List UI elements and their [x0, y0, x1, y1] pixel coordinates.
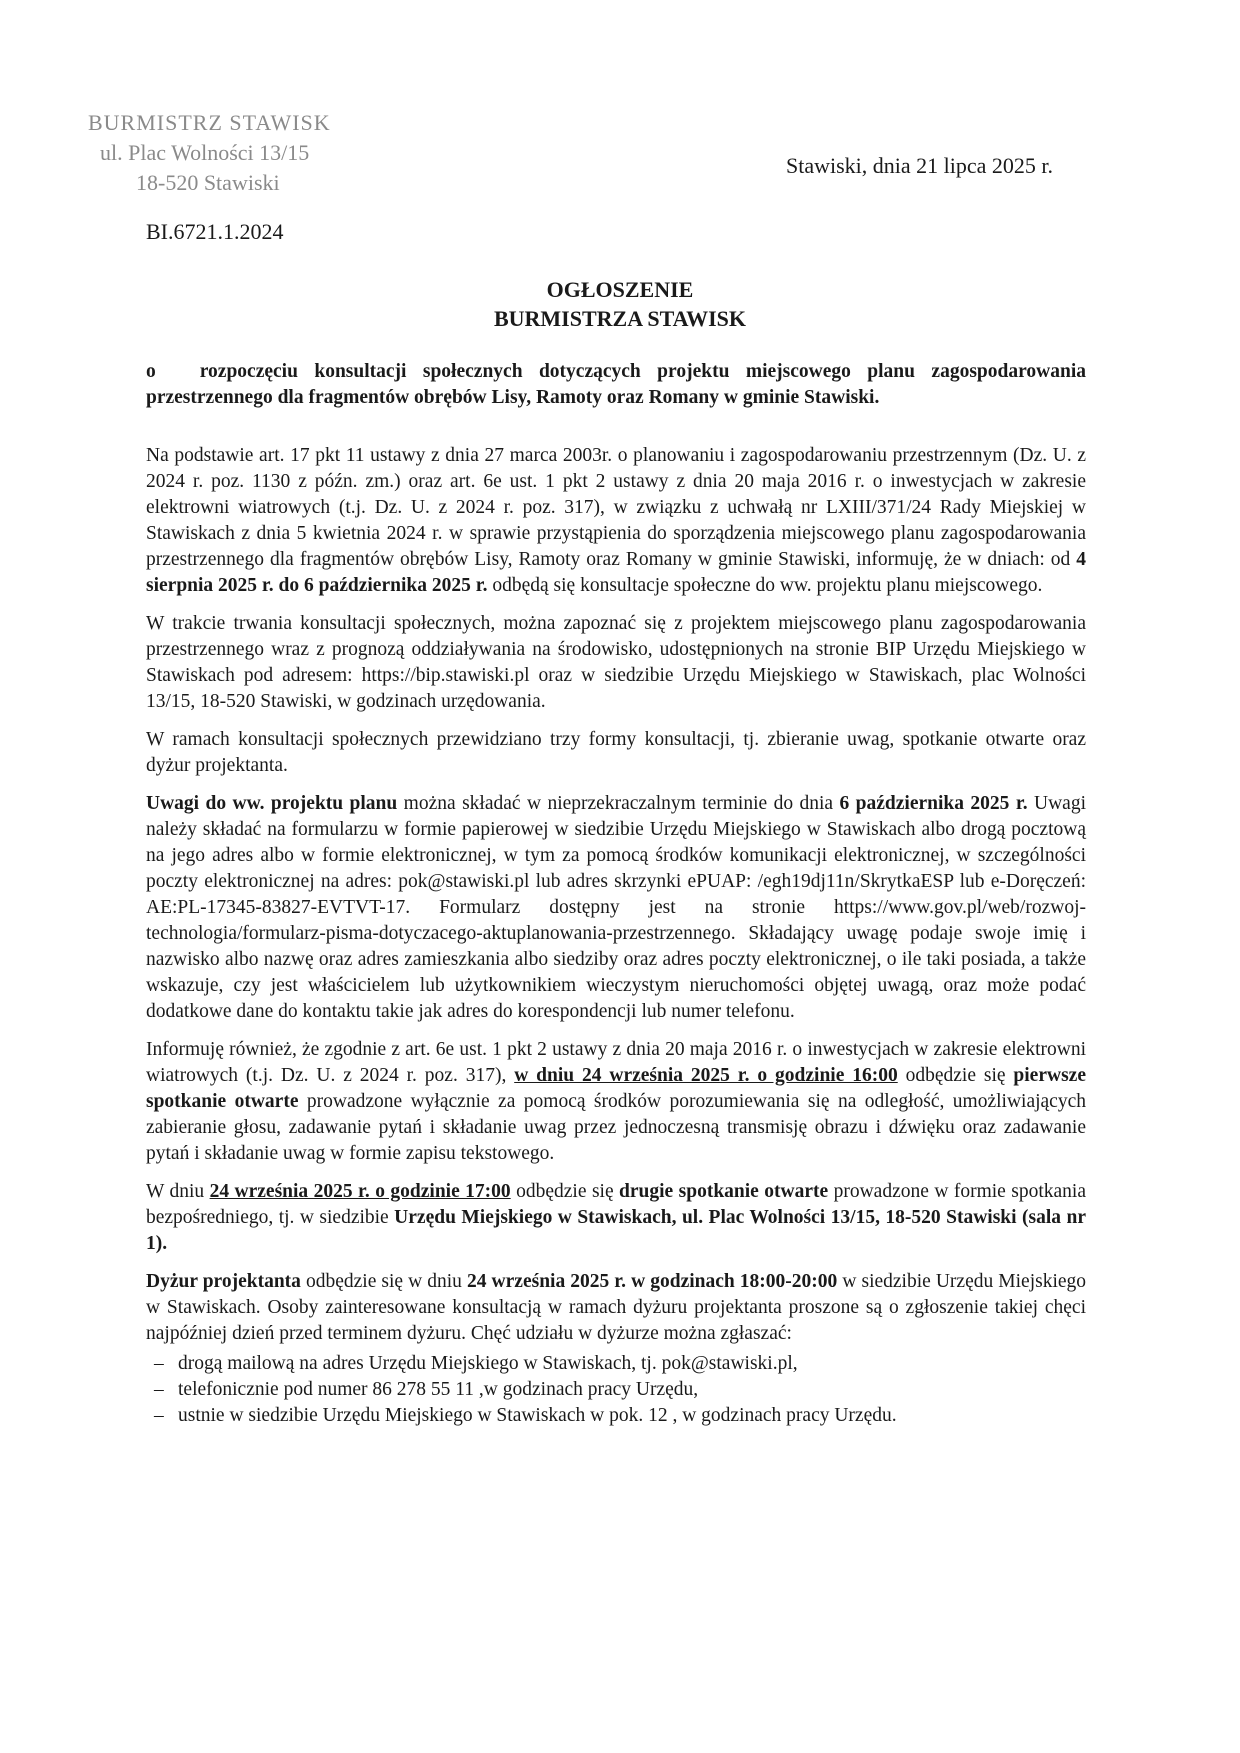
p7-text-c: w siedzibie Urzędu Miejskiego w Stawiskach. Osoby zainteresowane konsultacją w ramach dyżuru projektanta proszone są o zgłoszenie takiej chęci najpóźniej dzień przed terminem dyżuru. Chęć udziału w dyżurze można zgłaszać: [146, 1271, 1087, 1344]
p7-date-time: 24 września 2025 r. w godzinach 18:00-20:00 [467, 1271, 838, 1292]
p6-text-b: odbędzie się [510, 1181, 620, 1202]
title-line-2: BURMISTRZA STAWISK [493, 306, 747, 331]
p5-date-time: w dniu 24 września 2025 r. o godzinie 16:00 [514, 1065, 898, 1086]
list-item: – telefonicznie pod numer 86 278 55 11 ,w godzinach pracy Urzędu, [146, 1377, 1086, 1403]
stamp-line-2: ul. Plac Wolności 13/15 [100, 140, 310, 165]
document-title [0, 275, 1240, 333]
p7-text-a: odbędzie się w dniu [300, 1271, 467, 1292]
document-body [146, 359, 1086, 1429]
remarks-paragraph [146, 791, 1086, 1025]
p1-text-c: odbędą się konsultacje społeczne do ww. projektu planu miejscowego. [487, 575, 1043, 596]
document-date: Stawiski, dnia 21 lipca 2025 r. [786, 153, 1054, 178]
list-item: – ustnie w siedzibie Urzędu Miejskiego w Stawiskach w pok. 12 , w godzinach pracy Urzędu. [146, 1403, 1086, 1429]
p4-text-a: można składać w nieprzekraczalnym terminie do dnia [397, 793, 840, 814]
p4-text-c: Uwagi należy składać na formularzu w formie papierowej w siedzibie Urzędu Miejskiego w Stawiskach albo drogą pocztową na jego adres albo w formie elektronicznej, w tym za pomocą środków komunikacji elektronicznej, w szczególności poczty elektronicznej na adres: pok@stawiski.pl lub adres skrzynki ePUAP: /egh19dj11n/SkrytkaESP lub e-Doręczeń: AE:PL-17345-83827-EVTVT-17. Formularz dostępny jest na stronie https://www.gov.pl/web/rozwoj-technologia/formularz-pisma-dotyczacego-aktuplanowania-przestrzennego. Składający uwagę podaje swoje imię i nazwisko albo nazwę oraz adres zamieszkania albo siedziby oraz adres poczty elektronicznej, o ile taki posiada, a także wskazuje, czy jest właścicielem lub użytkownikiem wieczystym nieruchomości objętej uwagą, oraz może podać dodatkowe dane do kontaktu takie jak adres do korespondencji lub numer telefonu. [146, 793, 1086, 1022]
p6-date-time: 24 września 2025 r. o godzinie 17:00 [209, 1181, 511, 1202]
subject-prefix: o [146, 361, 156, 382]
access-paragraph: W trakcie trwania konsultacji społecznych, można zapoznać się z projektem miejscowego planu zagospodarowania przestrzennego wraz z prognozą oddziaływania na środowisko, udostępnionych na stronie BIP Urzędu Miejskiego w Stawiskach pod adresem: https://bip.stawiski.pl oraz w siedzibie Urzędu Miejskiego w Stawiskach, plac Wolności 13/15, 18-520 Stawiski, w godzinach urzędowania. [146, 613, 1086, 712]
p5-meeting-name: pierwsze spotkanie otwarte [146, 1065, 1086, 1112]
p4-bold-1: Uwagi do ww. projektu planu [146, 793, 398, 814]
p6-text-c: prowadzone w formie spotkania bezpośredniego, tj. w siedzibie [146, 1181, 1086, 1228]
p5-text-c: prowadzone wyłącznie za pomocą środków porozumiewania się na odległość, umożliwiających zabieranie głosu, zadawanie pytań i składanie uwag przez jednoczesną transmisję obrazu i dźwięku oraz zadawanie pytań i składanie uwag w formie zapisu tekstowego. [146, 1091, 1086, 1164]
title-line-1: OGŁOSZENIE [546, 277, 694, 302]
contact-methods-list [146, 1351, 1086, 1429]
designer-duty-paragraph [146, 1269, 1086, 1347]
p5-text-b: odbędzie się [897, 1065, 1014, 1086]
forms-paragraph: W ramach konsultacji społecznych przewidziano trzy formy konsultacji, tj. zbieranie uwag, spotkanie otwarte oraz dyżur projektanta. [146, 729, 1086, 776]
legal-basis-paragraph [146, 443, 1086, 599]
subject-text: rozpoczęciu konsultacji społecznych dotyczących projektu miejscowego planu zagospodarowania przestrzennego dla fragmentów obrębów Lisy, Ramoty oraz Romany w gminie Stawiski. [146, 361, 1086, 408]
p1-text-a: Na podstawie art. 17 pkt 11 ustawy z dnia 27 marca 2003r. o planowaniu i zagospodarowaniu przestrzennym (Dz. U. z 2024 r. poz. 1130 z późn. zm.) oraz art. 6e ust. 1 pkt 2 ustawy z dnia 20 maja 2016 r. o inwestycjach w zakresie elektrowni wiatrowych (t.j. Dz. U. z 2024 r. poz. 317), w związku z uchwałą nr LXIII/371/24 Rady Miejskiej w Stawiskach z dnia 5 kwietnia 2024 r. w sprawie przystąpienia do sporządzenia miejscowego planu zagospodarowania przestrzennego dla fragmentów obrębów Lisy, Ramoty oraz Romany w gminie Stawiski, informuję, że w dniach: od [146, 445, 1086, 570]
p6-location: Urzędu Miejskiego w Stawiskach, ul. Plac Wolności 13/15, 18-520 Stawiski (sala nr 1). [146, 1207, 1086, 1254]
subject-paragraph [146, 359, 1086, 411]
case-signature: BI.6721.1.2024 [146, 219, 284, 244]
first-meeting-paragraph [146, 1037, 1086, 1167]
p1-dates: 4 sierpnia 2025 r. do 6 października 2025 r. [146, 549, 1086, 596]
stamp-line-1: BURMISTRZ STAWISK [88, 110, 331, 135]
p6-meeting-name: drugie spotkanie otwarte [619, 1181, 829, 1202]
second-meeting-paragraph [146, 1179, 1086, 1257]
office-stamp [88, 108, 388, 198]
p4-deadline: 6 października 2025 r. [839, 793, 1028, 814]
p6-text-a: W dniu [146, 1181, 210, 1202]
stamp-line-3: 18-520 Stawiski [136, 170, 280, 195]
p7-bold-1: Dyżur projektanta [146, 1271, 301, 1292]
p5-text-a: Informuję również, że zgodnie z art. 6e ust. 1 pkt 2 ustawy z dnia 20 maja 2016 r. o inwestycjach w zakresie elektrowni wiatrowych (t.j. Dz. U. z 2024 r. poz. 317), [146, 1039, 1086, 1086]
list-item: – drogą mailową na adres Urzędu Miejskiego w Stawiskach, tj. pok@stawiski.pl, [146, 1351, 1086, 1377]
